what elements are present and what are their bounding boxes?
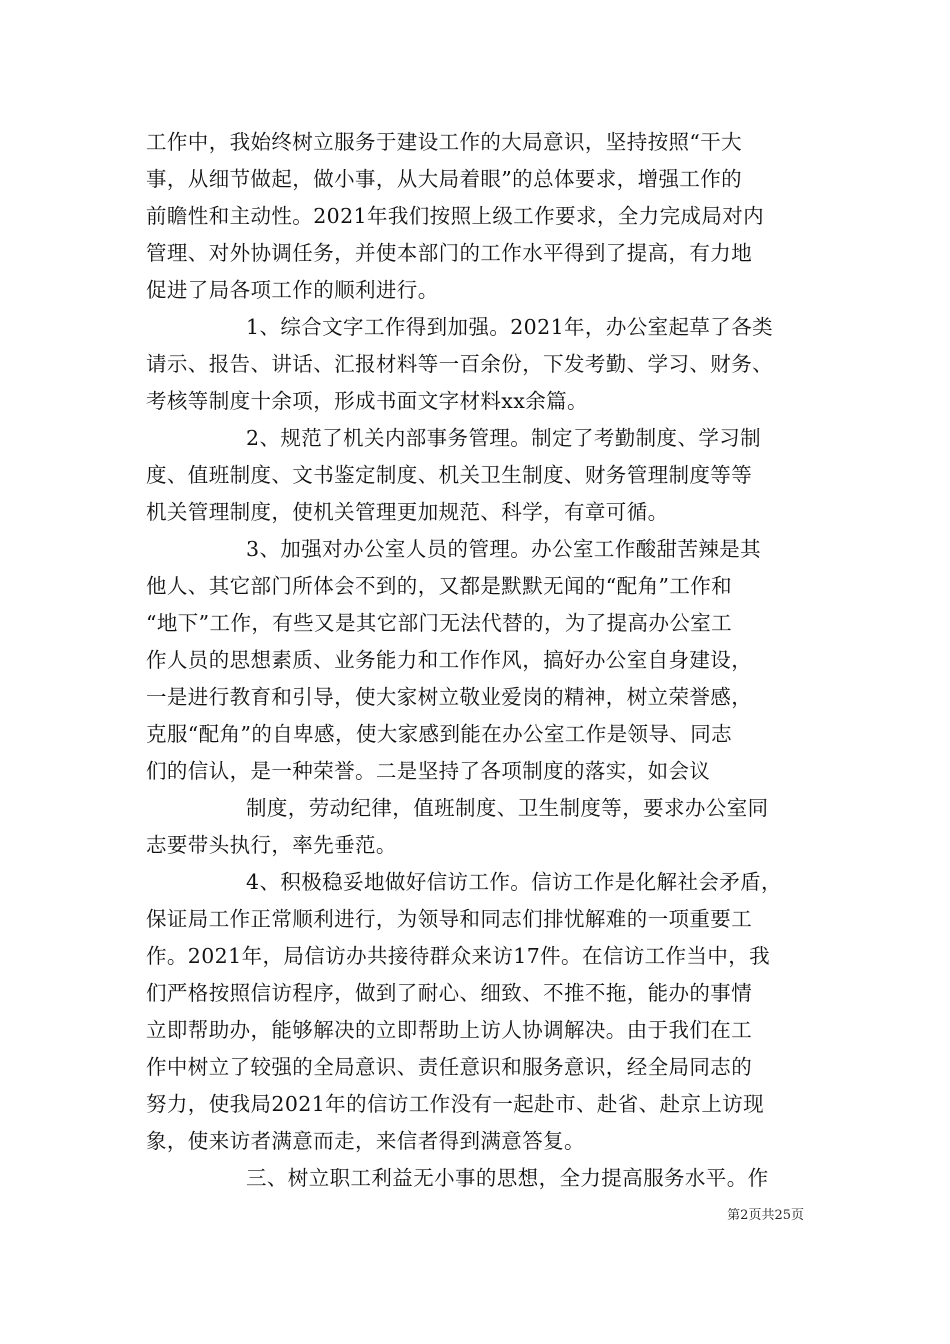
- text-line: 管理、对外协调任务，并使本部门的工作水平得到了提高，有力地: [146, 241, 753, 265]
- paragraph-heading-3: 3、加强对办公室人员的管理。办公室工作酸甜苦辣是其: [246, 537, 762, 561]
- text-line: 制度，劳动纪律，值班制度、卫生制度等，要求办公室同: [246, 796, 769, 820]
- text-line: 一是进行教育和引导，使大家树立敬业爱岗的精神，树立荣誉感，: [146, 685, 753, 709]
- text-line: 度、值班制度、文书鉴定制度、机关卫生制度、财务管理制度等等: [146, 463, 753, 487]
- paragraph-heading-4: 4、积极稳妥地做好信访工作。信访工作是化解社会矛盾，: [246, 870, 782, 894]
- text-line: 们的信认，是一种荣誉。二是坚持了各项制度的落实，如会议: [146, 759, 711, 783]
- text-line: 请示、报告、讲话、汇报材料等一百余份，下发考勤、学习、财务、: [146, 352, 773, 376]
- text-line: 作人员的思想素质、业务能力和工作作风，搞好办公室自身建设，: [146, 648, 753, 672]
- text-line: 前瞻性和主动性。2021年我们按照上级工作要求，全力完成局对内: [146, 204, 765, 228]
- text-line: 象，使来访者满意而走，来信者得到满意答复。: [146, 1129, 585, 1153]
- page-number: 第2页共25页: [727, 1208, 804, 1223]
- text-line: 工作中，我始终树立服务于建设工作的大局意识，坚持按照“干大: [146, 130, 743, 154]
- text-line: 们严格按照信访程序，做到了耐心、细致、不推不拖，能办的事情: [146, 981, 753, 1005]
- text-line: 事，从细节做起，做小事，从大局着眼”的总体要求，增强工作的: [146, 167, 743, 191]
- text-line: 作中树立了较强的全局意识、责任意识和服务意识，经全局同志的: [146, 1055, 753, 1079]
- text-line: 促进了局各项工作的顺利进行。: [146, 278, 439, 302]
- text-line: 努力，使我局2021年的信访工作没有一起赴市、赴省、赴京上访现: [146, 1092, 765, 1116]
- text-line: 机关管理制度，使机关管理更加规范、科学，有章可循。: [146, 500, 669, 524]
- text-line: 保证局工作正常顺利进行，为领导和同志们排忧解难的一项重要工: [146, 907, 753, 931]
- paragraph-heading-2: 2、规范了机关内部事务管理。制定了考勤制度、学习制: [246, 426, 762, 450]
- text-line: 作。2021年，局信访办共接待群众来访17件。在信访工作当中，我: [146, 944, 771, 968]
- text-line: “地下”工作，有些又是其它部门无法代替的，为了提高办公室工: [146, 611, 733, 635]
- text-line: 他人、其它部门所体会不到的，又都是默默无闻的“配角”工作和: [146, 574, 733, 598]
- text-line: 克服“配角”的自卑感，使大家感到能在办公室工作是领导、同志: [146, 722, 733, 746]
- text-line: 立即帮助办，能够解决的立即帮助上访人协调解决。由于我们在工: [146, 1018, 753, 1042]
- text-line: 志要带头执行，率先垂范。: [146, 833, 397, 857]
- text-line: 考核等制度十余项，形成书面文字材料xx余篇。: [146, 389, 588, 413]
- section-heading-3: 三、树立职工利益无小事的思想，全力提高服务水平。作: [246, 1166, 769, 1190]
- paragraph-heading-1: 1、综合文字工作得到加强。2021年，办公室起草了各类: [246, 315, 774, 339]
